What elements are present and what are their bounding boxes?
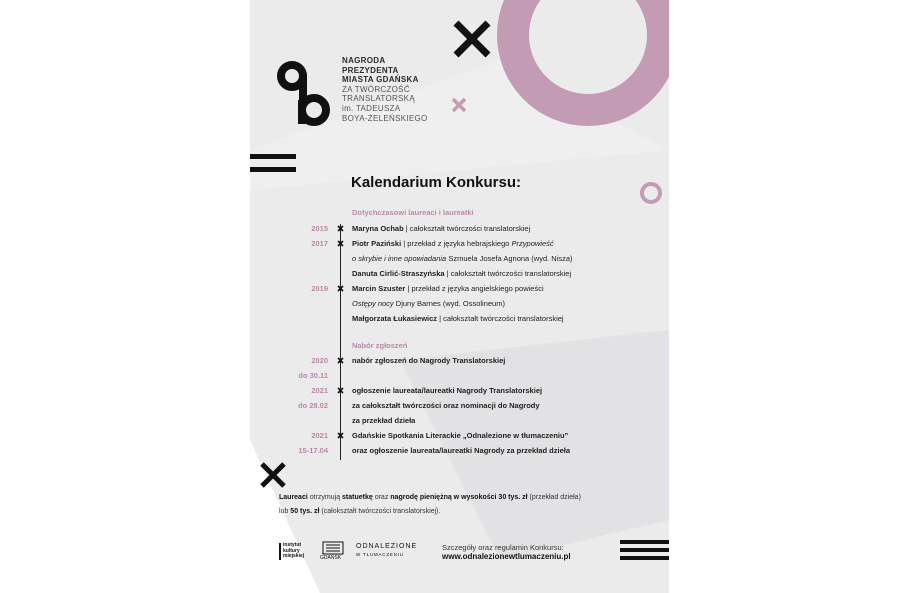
laureate-detail: | całokształt twórczości translatorskiej — [437, 314, 564, 323]
timeline-date: do 28.02 — [297, 401, 328, 410]
award-info-line — [279, 508, 440, 515]
black-cross-bottom-icon — [258, 460, 288, 490]
timeline-cross-icon — [337, 432, 344, 439]
timeline-line — [340, 224, 341, 460]
timeline-year: 2017 — [311, 239, 328, 248]
small-ring-shape — [638, 180, 664, 206]
timeline-cross-icon — [337, 285, 344, 292]
award-text: nagrodę pieniężną w wysokości 30 tys. zł — [390, 494, 528, 501]
logo-line: BOYA-ŻELEŃSKIEGO — [342, 113, 428, 123]
timeline-cross-icon — [337, 387, 344, 394]
section-heading-submissions: Nabór zgłoszeń — [352, 341, 408, 350]
award-text: otrzymują — [307, 494, 343, 501]
schedule-row: Gdańskie Spotkania Literackie „Odnalezione w tłumaczeniu” — [352, 431, 569, 440]
schedule-row: ogłoszenie laureata/laureatki Nagrody Translatorskiej — [352, 386, 543, 395]
laureate-name: Danuta Cirlić-Straszyńska — [352, 269, 445, 278]
ikm-logo — [279, 543, 304, 560]
equals-bars-right-icon — [620, 540, 669, 562]
laureate-name: Marcin Szuster — [352, 284, 406, 293]
laureate-name: Małgorzata Łukasiewicz — [352, 314, 438, 323]
ikm-logo-text: instytut — [283, 542, 302, 548]
gdansk-crest-icon — [322, 541, 344, 555]
award-text: lub — [279, 508, 291, 515]
page-title: Kalendarium Konkursu: — [351, 174, 522, 191]
schedule-row: za przekład dzieła — [352, 416, 416, 425]
award-text: statuetkę — [342, 494, 373, 501]
black-cross-icon — [451, 18, 493, 60]
schedule-row: za całokształt twórczości oraz nominacji do Nagrody — [352, 401, 540, 410]
logo-line: TRANSLATORSKĄ — [342, 94, 415, 104]
book-title: o skrybie i inne opowiadania — [352, 254, 447, 263]
laureate-name: Maryna Ochab — [352, 224, 404, 233]
timeline-year: 2019 — [311, 284, 328, 293]
schedule-row: nabór zgłoszeń do Nagrody Translatorskiej — [352, 356, 506, 365]
laureate-row — [352, 239, 554, 248]
odnalezione-logo-text: W TŁUMACZENIU — [356, 552, 404, 557]
award-info-line — [279, 494, 581, 501]
contest-details — [442, 543, 571, 561]
logo-line: PREZYDENTA — [342, 65, 399, 75]
gdansk-logo-text: GDAŃSK — [320, 555, 342, 561]
ikm-logo-text: miejskiej — [283, 553, 305, 559]
timeline-year: 2015 — [311, 224, 328, 233]
timeline-date: 2020 — [311, 356, 328, 365]
details-label: Szczegóły oraz regulamin Konkursu: — [442, 543, 564, 552]
timeline-date: 2021 — [311, 431, 328, 440]
book-title: Ostępy nocy — [352, 299, 394, 308]
equals-bars-left-icon — [250, 154, 298, 176]
laureate-detail: Szmuela Josefa Agnona (wyd. Nisza) — [446, 254, 573, 263]
timeline-cross-icon — [337, 357, 344, 364]
award-text: oraz — [372, 494, 391, 501]
laureate-detail: | przekład z języka angielskiego powieści — [405, 284, 544, 293]
award-text: (przekład dzieła) — [527, 494, 581, 501]
laureate-row — [352, 224, 530, 233]
schedule-row: oraz ogłoszenie laureata/laureatki Nagrody za przekład dzieła — [352, 446, 570, 455]
timeline-date: 15-17.04 — [298, 446, 328, 455]
timeline-cross-icon — [337, 225, 344, 232]
laureate-row — [352, 314, 564, 323]
section-heading-past: Dotychczasowi laureaci i laureatki — [352, 208, 474, 217]
laureate-detail: | całokształt twórczości translatorskiej — [403, 224, 531, 233]
laureate-name: Piotr Paziński — [352, 239, 402, 248]
timeline-date: 2021 — [311, 386, 328, 395]
pink-ring-shape — [478, 0, 669, 160]
ikm-logo-text: kultury — [283, 547, 300, 554]
logo-line: NAGRODA — [342, 56, 386, 65]
laureate-detail: | całokształt twórczości translatorskiej — [444, 269, 572, 278]
pink-cross-icon — [450, 96, 468, 114]
award-text: (całokształt twórczości translatorskiej). — [319, 508, 441, 515]
odnalezione-logo — [356, 543, 417, 559]
laureate-detail: Djuny Barnes (wyd. Ossolineum) — [393, 299, 505, 308]
poster — [250, 0, 669, 593]
prize-name — [342, 56, 428, 123]
laureate-row — [352, 269, 571, 278]
book-title: Przypowieść — [511, 239, 554, 248]
logo-line: ZA TWÓRCZOŚĆ — [342, 84, 410, 94]
logo-line: MIASTA GDAŃSKA — [342, 75, 419, 85]
award-text: Laureaci — [279, 494, 308, 501]
laureate-row — [352, 284, 544, 293]
laureate-row — [352, 299, 505, 308]
timeline-cross-icon — [337, 240, 344, 247]
details-url-link[interactable]: www.odnalezionewtlumaczeniu.pl — [442, 552, 571, 561]
prize-logo-icon — [276, 60, 334, 130]
logo-line: im. TADEUSZA — [342, 103, 401, 113]
laureate-row — [352, 254, 573, 263]
odnalezione-logo-text: ODNALEZIONE — [356, 543, 418, 550]
laureate-detail: | przekład z języka hebrajskiego — [401, 239, 512, 248]
timeline-date: do 30.11 — [298, 371, 328, 380]
award-text: 50 tys. zł — [290, 508, 320, 515]
